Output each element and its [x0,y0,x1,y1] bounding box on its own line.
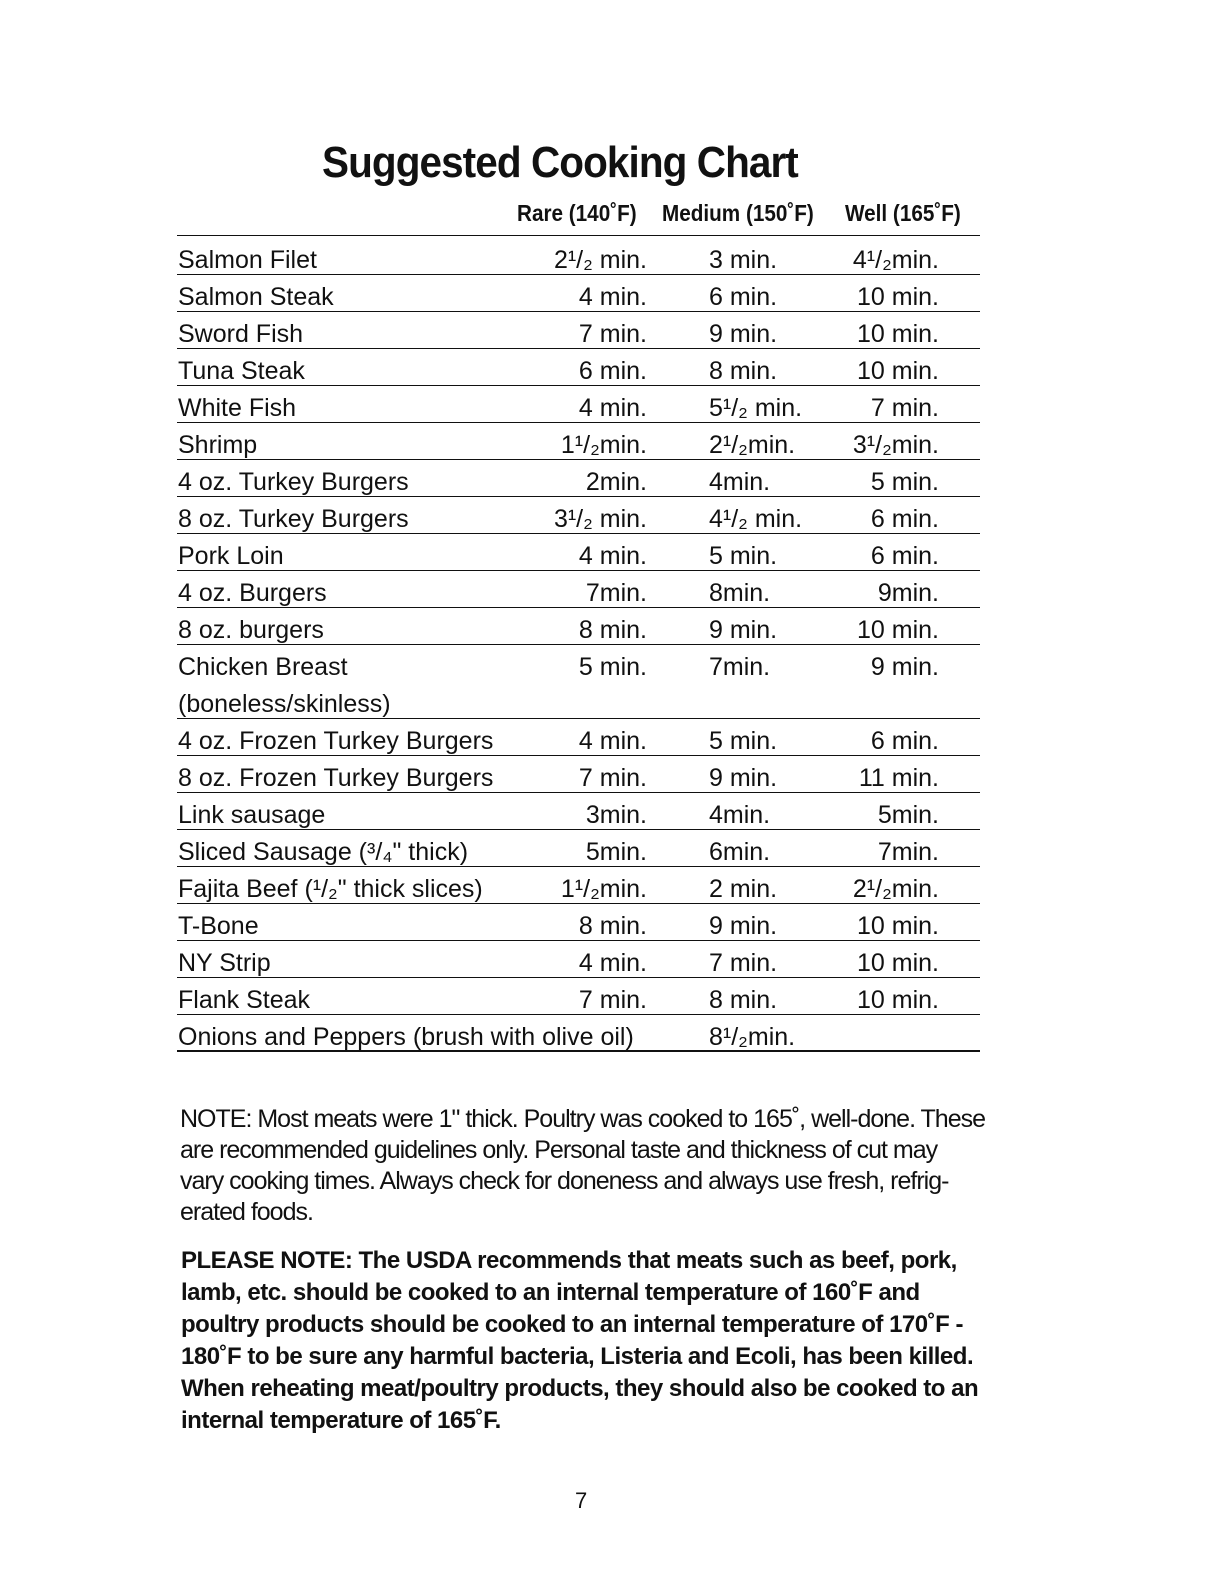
table-row [177,793,980,830]
table-row [177,386,980,423]
cell-well: 7 min. [870,394,939,422]
table-row [177,941,980,978]
cell-medium: 3 min. [709,246,778,274]
cell-rare: 4 min. [578,394,647,422]
cell-well: 10 min. [857,357,939,385]
cell-rare: 2min. [585,468,647,496]
cell-rare: 7 min. [578,320,647,348]
table-row [177,904,980,941]
cell-medium: 4min. [709,801,771,829]
table-row [177,312,980,349]
cell-medium: 9 min. [709,764,778,792]
cell-rare: 3min. [585,801,647,829]
cell-well: 11 min. [858,764,939,792]
cell-rare: 8 min. [578,912,647,940]
cell-rare: 4 min. [578,949,647,977]
row-food-name: Fajita Beef (¹/₂" thick slices) [178,875,483,903]
cell-medium: 9 min. [709,616,778,644]
table-row [177,497,980,534]
cell-rare: 1¹/₂min. [560,431,647,459]
row-food-name: 4 oz. Turkey Burgers [178,468,409,496]
column-header-medium: Medium (150˚F) [662,200,814,226]
row-food-name: Salmon Steak [178,283,334,311]
cell-well: 5 min. [870,468,939,496]
cell-well: 7min. [877,838,939,866]
usda-note-paragraph: PLEASE NOTE: The USDA recommends that meats such as beef, pork, lamb, etc. should be cooked to an internal temperature of 160˚F and poultry products should be cooked to an internal temperature of 170˚F - 180˚F to be sure any harmful bacteria, Listeria and Ecoli, has been killed. When reheating meat/poultry products, they should also be cooked to an internal temperature of 165˚F. [181,1247,979,1434]
table-row [177,719,980,756]
cell-rare: 5 min. [578,653,647,681]
cell-rare: 4 min. [578,283,647,311]
cell-well: 9min. [877,579,939,607]
cell-well: 2¹/₂min. [852,875,939,903]
table-row [177,645,980,719]
column-header-well: Well (165˚F) [845,200,961,226]
row-food-name: Sword Fish [178,320,304,348]
row-food-name: 8 oz. burgers [178,616,324,644]
row-food-name: 8 oz. Frozen Turkey Burgers [178,764,494,792]
row-food-name: White Fish [178,394,297,422]
cell-rare: 5min. [585,838,647,866]
page-title: Suggested Cooking Chart [322,138,798,187]
table-row [177,830,980,867]
row-food-name: Flank Steak [178,986,311,1014]
table-row [177,978,980,1015]
cell-well: 6 min. [870,727,939,755]
table-row [177,460,980,497]
row-food-name: Tuna Steak [178,357,305,385]
cell-rare: 2¹/₂ min. [553,246,647,274]
cell-rare: 7min. [585,579,647,607]
table-row [177,534,980,571]
table-row [177,238,980,275]
cell-well: 5min. [877,801,939,829]
cell-well: 10 min. [857,949,939,977]
row-food-name: 8 oz. Turkey Burgers [178,505,409,533]
column-header-rare: Rare (140˚F) [517,200,637,226]
row-food-name: Pork Loin [178,542,284,570]
cell-medium: 8min. [709,579,771,607]
table-row [177,756,980,793]
row-food-name: Onions and Peppers (brush with olive oil) [178,1023,634,1051]
row-food-name: Chicken Breast [178,653,348,681]
cell-well: 6 min. [870,505,939,533]
table-row [177,1015,980,1052]
cell-medium: 5 min. [709,542,778,570]
cell-rare: 8 min. [578,616,647,644]
cell-rare: 4 min. [578,727,647,755]
cell-rare: 3¹/₂ min. [553,505,647,533]
cell-medium: 2¹/₂min. [709,431,796,459]
row-food-name: T-Bone [178,912,259,940]
cell-well: 10 min. [857,320,939,348]
row-food-name: 4 oz. Frozen Turkey Burgers [178,727,494,755]
page-number: 7 [575,1488,588,1513]
row-food-name: Link sausage [178,801,326,829]
table-row [177,349,980,386]
row-food-name: NY Strip [178,949,271,977]
header-rule [177,235,980,236]
row-food-name: Salmon Filet [178,246,317,274]
row-rule [177,1050,980,1052]
row-food-name: Shrimp [178,431,258,459]
row-food-name: 4 oz. Burgers [178,579,327,607]
cell-rare: 4 min. [578,542,647,570]
table-row [177,571,980,608]
cell-medium: 9 min. [709,320,778,348]
cell-well: 10 min. [857,986,939,1014]
cell-medium: 4min. [709,468,771,496]
table-row [177,867,980,904]
row-food-name-detail: (boneless/skinless) [178,690,391,718]
cell-medium: 7min. [709,653,771,681]
cell-rare: 7 min. [578,764,647,792]
table-row [177,608,980,645]
cell-well: 10 min. [857,616,939,644]
cell-medium: 9 min. [709,912,778,940]
cell-medium: 8¹/₂min. [709,1023,796,1051]
cell-medium: 6 min. [709,283,778,311]
cell-well: 6 min. [870,542,939,570]
table-row [177,275,980,312]
note-paragraph: NOTE: Most meats were 1" thick. Poultry was cooked to 165˚, well-done. These are recommended guidelines only. Personal taste and thickness of cut may vary cooking times. Always check for doneness and always use fresh, refrig-erated foods. [180,1105,986,1226]
cell-medium: 4¹/₂ min. [709,505,803,533]
cell-medium: 8 min. [709,986,778,1014]
cell-well: 10 min. [857,912,939,940]
cell-rare: 6 min. [578,357,647,385]
cell-well: 3¹/₂min. [852,431,939,459]
cell-rare: 7 min. [578,986,647,1014]
cell-medium: 5¹/₂ min. [709,394,803,422]
cell-well: 10 min. [857,283,939,311]
cell-medium: 5 min. [709,727,778,755]
cell-medium: 6min. [709,838,771,866]
cell-medium: 8 min. [709,357,778,385]
cell-medium: 7 min. [709,949,778,977]
cell-well: 9 min. [870,653,939,681]
cell-medium: 2 min. [709,875,778,903]
table-row [177,423,980,460]
row-food-name: Sliced Sausage (³/₄" thick) [178,838,469,866]
cell-rare: 1¹/₂min. [560,875,647,903]
cell-well: 4¹/₂min. [852,246,939,274]
